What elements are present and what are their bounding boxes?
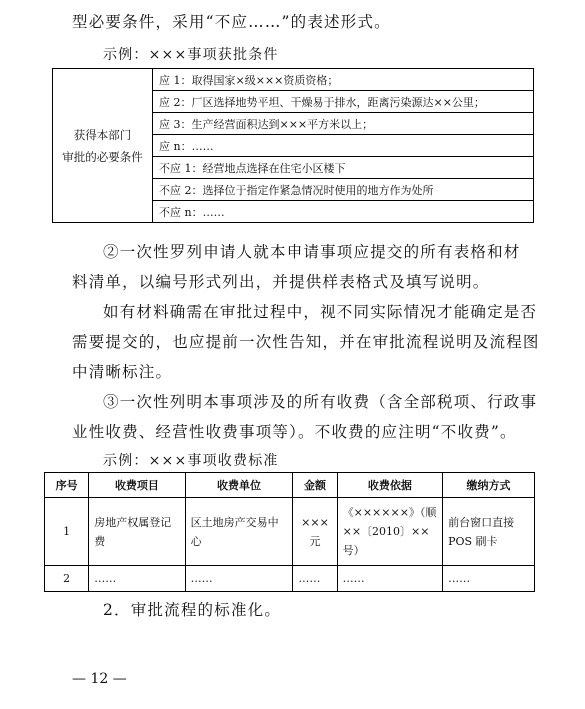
approval-conditions-table bbox=[52, 68, 534, 223]
conditions-left-label: 获得本部门 审批的必要条件 bbox=[53, 69, 153, 223]
fee-item: 房地产权属登记费 bbox=[89, 498, 185, 566]
header-cell: 收费项目 bbox=[89, 473, 185, 498]
fee-basis: 《××××××》（顺××〔2010〕××号） bbox=[337, 498, 442, 566]
fee-item: …… bbox=[89, 566, 185, 592]
example-label-fees: 示例：×××事项收费标准 bbox=[103, 453, 279, 469]
row-number: 2 bbox=[45, 566, 89, 592]
fee-standard-table bbox=[44, 472, 535, 592]
header-cell: 金额 bbox=[293, 473, 337, 498]
payment-method: …… bbox=[443, 566, 535, 592]
row-number: 1 bbox=[45, 498, 89, 566]
condition-row: 应 3：生产经营面积达到×××平方米以上； bbox=[153, 113, 534, 135]
page-number: — 12 — bbox=[72, 671, 127, 687]
header-cell: 缴纳方式 bbox=[443, 473, 535, 498]
paragraph-3-line-2: 需要提交的，也应提前一次性告知，并在审批流程说明及流程图 bbox=[72, 333, 540, 351]
fee-basis: …… bbox=[337, 566, 442, 592]
table-row bbox=[45, 566, 535, 592]
paragraph-2-line-2: 料清单，以编号形式列出，并提供样表格式及填写说明。 bbox=[72, 273, 490, 291]
condition-row: 应 2：厂区选择地势平坦、干燥易于排水，距离污染源达××公里； bbox=[153, 91, 534, 113]
example-label-conditions: 示例：×××事项获批条件 bbox=[103, 47, 279, 63]
paragraph-2-line-1: ②一次性罗列申请人就本申请事项应提交的所有表格和材 bbox=[103, 243, 521, 261]
fee-amount: ×××元 bbox=[293, 498, 337, 566]
table-row bbox=[45, 498, 535, 566]
condition-row: 应 1：取得国家×级×××资质资格； bbox=[153, 69, 534, 91]
condition-row: 不应 1：经营地点选择在住宅小区楼下 bbox=[153, 157, 534, 179]
condition-row: 不应 2：选择位于指定作紧急情况时使用的地方作为处所 bbox=[153, 179, 534, 201]
payment-method: 前台窗口直接 POS 刷卡 bbox=[443, 498, 535, 566]
header-cell: 收费依据 bbox=[337, 473, 442, 498]
fee-unit: …… bbox=[185, 566, 293, 592]
header-cell: 收费单位 bbox=[185, 473, 293, 498]
fee-table-header-row bbox=[45, 473, 535, 498]
paragraph-4-line-2: 业性收费、经营性收费事项等）。不收费的应注明“不收费”。 bbox=[72, 423, 517, 441]
paragraph-tail: 型必要条件，采用“不应……”的表述形式。 bbox=[72, 13, 391, 31]
fee-amount: …… bbox=[293, 566, 337, 592]
paragraph-3-line-3: 中清晰标注。 bbox=[72, 363, 173, 381]
paragraph-3-line-1: 如有材料确需在审批过程中，视不同实际情况才能确定是否 bbox=[103, 303, 538, 321]
paragraph-4-line-1: ③一次性列明本事项涉及的所有收费（含全部税项、行政事 bbox=[103, 393, 538, 411]
condition-row: 应 n：…… bbox=[153, 135, 534, 157]
header-cell: 序号 bbox=[45, 473, 89, 498]
fee-unit: 区土地房产交易中心 bbox=[185, 498, 293, 566]
condition-row: 不应 n：…… bbox=[153, 201, 534, 223]
section-heading: 2．审批流程的标准化。 bbox=[103, 601, 282, 619]
